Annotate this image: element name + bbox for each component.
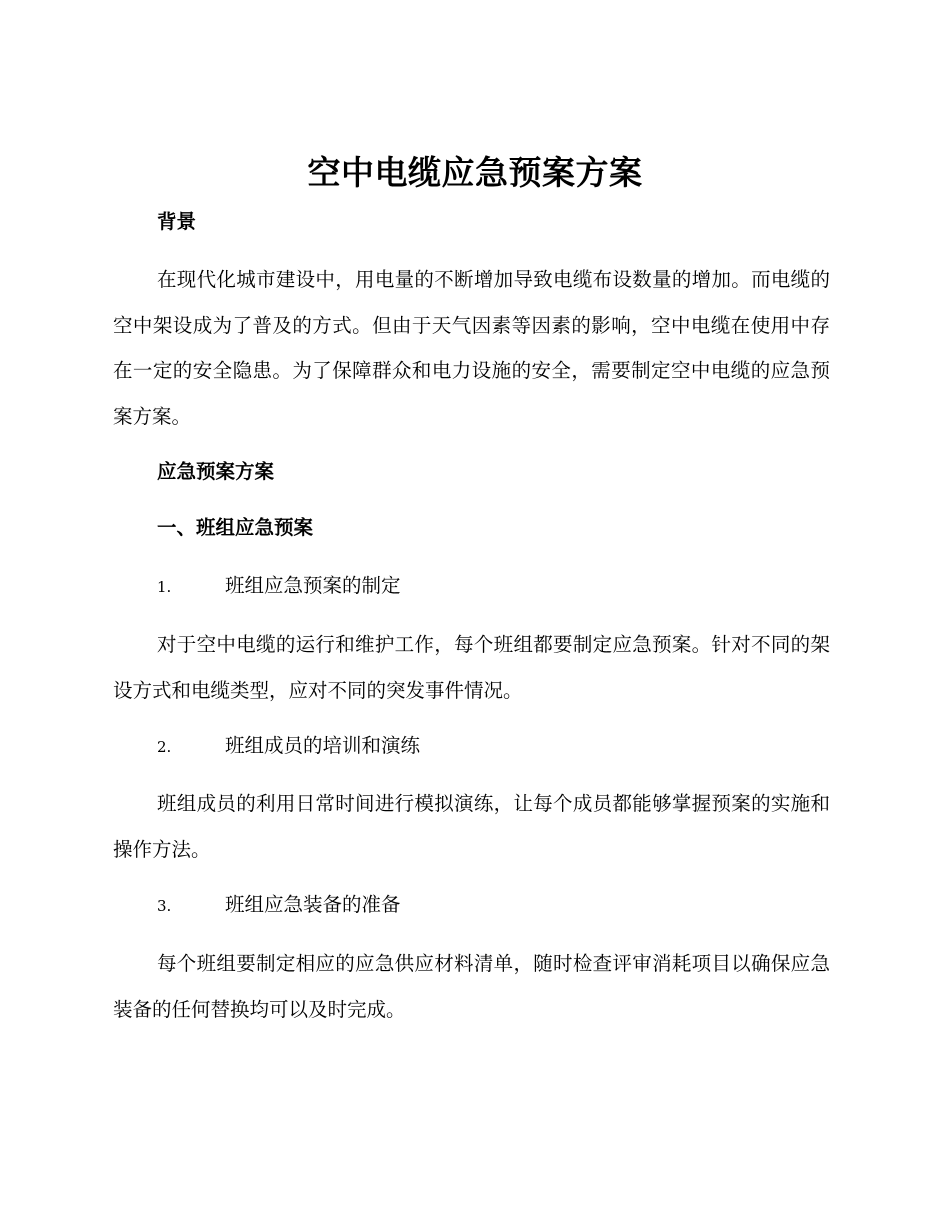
list-item-1	[157, 573, 401, 600]
list-item-2-paragraph: 班组成员的利用日常时间进行模拟演练，让每个成员都能够掌握预案的实施和操作方法。	[113, 792, 830, 861]
list-item-number: 3.	[157, 897, 172, 915]
document-title: 空中电缆应急预案方案	[307, 153, 643, 192]
emergency-plan-heading: 应急预案方案	[157, 460, 275, 483]
list-item-1-paragraph: 对于空中电缆的运行和维护工作，每个班组都要制定应急预案。针对不同的架设方式和电缆类型，应对不同的突发事件情况。	[113, 633, 830, 702]
background-paragraph: 在现代化城市建设中，用电量的不断增加导致电缆布设数量的增加。而电缆的空中架设成为了普及的方式。但由于天气因素等因素的影响，空中电缆在使用中存在一定的安全隐患。为了保障群众和电力设施的安全，需要制定空中电缆的应急预案方案。	[113, 268, 830, 428]
list-item-title: 班组应急装备的准备	[225, 893, 401, 916]
list-item-number: 2.	[157, 738, 172, 756]
list-item-number: 1.	[157, 578, 172, 596]
list-item-title: 班组应急预案的制定	[225, 574, 401, 597]
list-item-3-paragraph: 每个班组要制定相应的应急供应材料清单，随时检查评审消耗项目以确保应急装备的任何替换均可以及时完成。	[113, 952, 830, 1021]
list-item-2	[157, 733, 420, 760]
list-item-title: 班组成员的培训和演练	[225, 734, 421, 757]
team-plan-heading: 一、班组应急预案	[157, 516, 314, 539]
background-heading: 背景	[157, 210, 197, 233]
list-item-3	[157, 892, 401, 919]
